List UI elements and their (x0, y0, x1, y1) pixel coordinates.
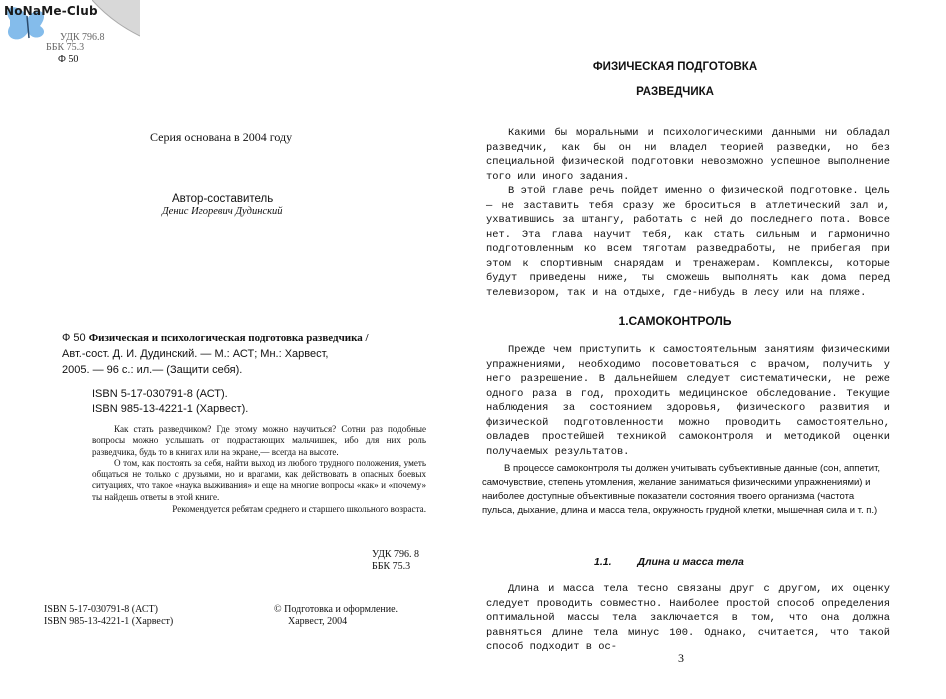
footer-isbn-ast: ISBN 5-17-030791-8 (АСТ) (44, 604, 158, 615)
series-note: Серия основана в 2004 году (150, 130, 293, 144)
page-curl-icon (92, 0, 140, 44)
intro-paragraph-1: Какими бы моральными и психологическими данными ни обладал разведчик, как бы он ни владел теорией разведки, но без специальной физической подготовки невозможно успешное выполнение того или иного задания. (486, 127, 890, 183)
watermark-text: NoNaMe-Club (4, 4, 98, 18)
author-heading: Автор-составитель (172, 193, 274, 205)
page-number: 3 (678, 651, 684, 665)
subsection-number: 1.1. (594, 556, 612, 568)
right-page (470, 0, 946, 699)
bibliographic-record (62, 330, 432, 378)
bib-line-2: Авт.-сост. Д. И. Дудинский. — М.: АСТ; Мн.: Харвест, (62, 348, 329, 360)
copyright-line-1: © Подготовка и оформление. (274, 604, 399, 615)
annotation-paragraph-1: Как стать разведчиком? Где этому можно научиться? Сотни раз подобные вопросы можно услышать от подрастающих мальчишек, ибо для них роль разведчика, будь то в книгах или на экране,— всегда на высоте. (92, 424, 426, 457)
isbn-block (92, 387, 248, 417)
bib-code: Ф 50 (62, 332, 89, 344)
bib-title: Физическая и психологическая подготовка разведчика / (88, 332, 369, 344)
annotation-paragraph-2: О том, как постоять за себя, найти выход из любого трудного положения, уметь общаться не только с друзьями, но и врагами, как действовать в опасных боевых ситуациях, что такое «наука выживания» и еще на многие вопросы «как» и «почему» ты найдешь ответы в этой книге. (92, 457, 426, 502)
annotation-recommendation: Рекомендуется ребятам среднего и старшего школьного возраста. (172, 504, 426, 515)
author-name: Денис Игоревич Дудинский (162, 206, 283, 217)
bbk-bottom: ББК 75.3 (372, 561, 411, 572)
self-control-text (486, 343, 890, 459)
isbn-ast: ISBN 5-17-030791-8 (АСТ). (92, 388, 228, 400)
isbn-harvest: ISBN 985-13-4221-1 (Харвест). (92, 403, 249, 415)
left-page (0, 0, 470, 699)
self-control-paragraph: Прежде чем приступить к самостоятельным занятиям физическими упражнениями, необходимо посоветоваться с врачом, получить у него разрешение. В дальнейшем следует систематически, не реже одного раза в год, проходить медицинское обследование. Текущие наблюдения за состоянием здоровья, физического развития и физической подготовленности можно проводить самостоятельно, овладев простейшей техникой самоконтроля и методикой оценки получаемых результатов. (486, 344, 890, 458)
length-mass-paragraph: Длина и масса тела тесно связаны друг с другом, их оценку следует проводить совместно. Наиболее простой способ определения оптимальной массы тела заключается в том, что она должна равняться длине тела минус 100. Однако, считается, что такой способ подходит в ос- (486, 583, 890, 653)
section-heading: 1.САМОКОНТРОЛЬ (618, 314, 732, 328)
bbk-top: ББК 75.3 (46, 42, 85, 53)
footer-isbn (44, 604, 173, 628)
watermark (0, 0, 140, 48)
catalog-code-top: Ф 50 (58, 54, 79, 65)
footer-copyright (274, 604, 398, 628)
length-mass-text (486, 582, 890, 655)
chapter-title-line-1: ФИЗИЧЕСКАЯ ПОДГОТОВКА (592, 61, 758, 73)
intro-paragraph-2: В этой главе речь пойдет именно о физической подготовке. Цель — не заставить тебя сразу же броситься в атлетический зал и, ухватившись за штангу, работать с ней до последнего пота. Вовсе нет. Эта глава научит тебя, как стать сильным и гармонично подготовленным ко всем тяготам разведработы, не прибегая при этом к спортивным снарядам и тренажерам. Комплексы, которые будут приведены ниже, ты сможешь выполнять как дома перед телевизором, так и на отдыхе, где-нибудь в лесу или на пляже. (486, 185, 890, 299)
intro-text (486, 126, 890, 300)
self-control-note-paragraph: В процессе самоконтроля ты должен учитывать субъективные данные (сон, аппетит, самочувствие, степень утомления, желание заниматься физическими упражнениями) и наиболее доступные объективные показатели состояния твоего организма (частота пульса, дыхание, длина и масса тела, окружность грудной клетки, мышечная сила и т. п.) (482, 463, 881, 516)
chapter-title-line-2: РАЗВЕДЧИКА (636, 86, 714, 98)
copyright-line-2: Харвест, 2004 (288, 616, 348, 627)
self-control-note (482, 462, 882, 518)
annotation (92, 424, 426, 515)
bib-line-3: 2005. — 96 с.: ил.— (Защити себя). (62, 364, 243, 376)
udk-bottom: УДК 796. 8 (372, 549, 420, 560)
subsection-title: Длина и масса тела (637, 556, 744, 568)
udk-bbk-bottom (372, 549, 419, 573)
udk-top: УДК 796.8 (60, 32, 105, 43)
subsection-heading (594, 556, 744, 568)
footer-isbn-harvest: ISBN 985-13-4221-1 (Харвест) (44, 616, 174, 627)
